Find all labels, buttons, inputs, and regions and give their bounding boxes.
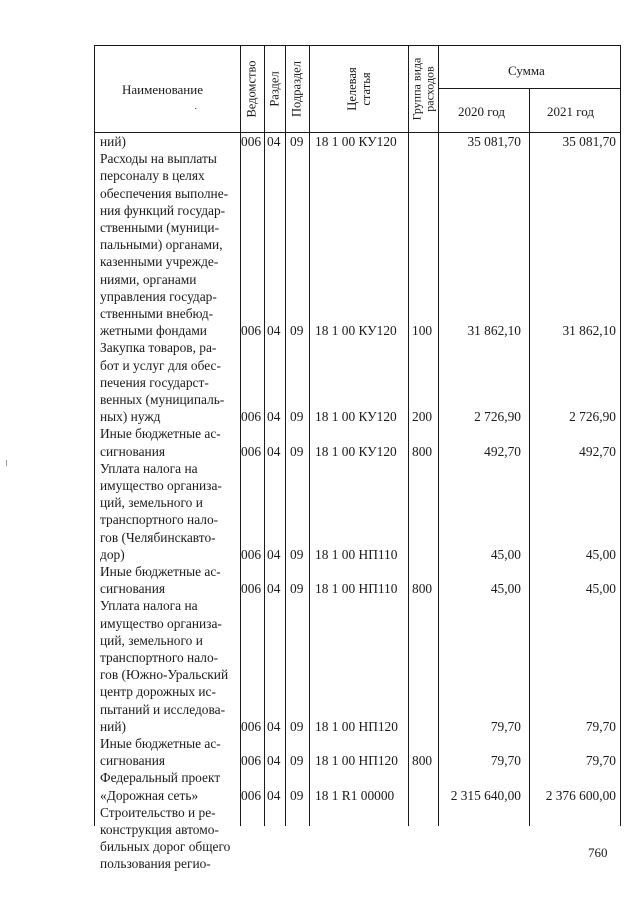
row-name-line: персоналу в целях xyxy=(100,168,205,184)
row-podrazdel: 09 xyxy=(290,581,304,597)
row-razdel: 04 xyxy=(267,753,281,769)
table-row xyxy=(94,597,618,735)
row-vedomstvo: 006 xyxy=(241,546,262,562)
table-row xyxy=(94,735,618,769)
row-podrazdel: 09 xyxy=(290,323,304,339)
row-name-line: транспортного нало- xyxy=(100,650,219,665)
header-name-cell xyxy=(94,45,240,132)
header-podrazdel: Подраздел xyxy=(289,60,304,117)
row-name-line: ния функций государ- xyxy=(100,202,226,218)
row-name-line: имущество организа- xyxy=(100,478,222,493)
row-name-line: Федеральный проект xyxy=(100,770,221,786)
row-name-line: Уплата налога на xyxy=(100,460,198,476)
row-celevaya: 18 1 00 КУ120 xyxy=(315,323,397,339)
row-name xyxy=(100,563,238,597)
row-name-line: ственными (муници- xyxy=(100,220,220,235)
row-name-line: пальными) органами, xyxy=(100,237,223,253)
row-name-line: Закупка товаров, ра- xyxy=(100,340,217,356)
row-name xyxy=(100,150,238,339)
row-celevaya: 18 1 R1 00000 xyxy=(315,787,395,803)
row-celevaya: 18 1 00 КУ120 xyxy=(315,134,397,149)
row-vedomstvo: 006 xyxy=(241,787,262,803)
row-sum-2020: 31 862,10 xyxy=(467,323,521,339)
row-podrazdel: 09 xyxy=(290,443,304,459)
row-name xyxy=(100,769,238,803)
header-podrazdel-cell xyxy=(285,45,309,132)
row-vedomstvo: 006 xyxy=(241,323,262,339)
row-name-line: управления государ- xyxy=(100,288,217,304)
row-name-line: обеспечения выполне- xyxy=(100,185,229,201)
row-sum-2021: 45,00 xyxy=(585,581,616,597)
row-name-line: транспортного нало- xyxy=(100,512,219,528)
row-name-line: Иные бюджетные ас- xyxy=(100,564,221,579)
row-vedomstvo: 006 xyxy=(241,718,262,734)
row-name-line: сигнования xyxy=(100,443,166,459)
row-name-line: гов (Челябинскавто- xyxy=(100,529,216,545)
row-name xyxy=(100,425,238,459)
row-sum-2020: 35 081,70 xyxy=(467,134,521,149)
table-row xyxy=(94,150,618,339)
row-name-line: ний) xyxy=(100,718,126,734)
row-name-line: гов (Южно-Уральский xyxy=(100,667,229,683)
row-vedomstvo: 006 xyxy=(241,581,262,597)
header-celevaya: Целевая статья xyxy=(344,66,373,111)
header-gruppa-cell xyxy=(408,45,438,132)
row-sum-2020: 45,00 xyxy=(490,546,521,562)
row-razdel: 04 xyxy=(267,718,281,734)
row-sum-2021: 79,70 xyxy=(585,718,616,734)
row-sum-2021: 492,70 xyxy=(579,443,616,459)
row-sum-2021: 2 726,90 xyxy=(569,409,616,425)
row-podrazdel: 09 xyxy=(290,409,304,425)
row-name xyxy=(100,804,238,873)
row-sum-2021: 2 376 600,00 xyxy=(545,787,616,803)
row-name-line: жетными фондами xyxy=(100,323,207,339)
row-sum-2020: 2 315 640,00 xyxy=(450,787,521,803)
row-name-line: бильных дорог общего xyxy=(100,839,231,855)
row-sum-2020: 45,00 xyxy=(490,581,521,597)
row-name-line: ций, земельного и xyxy=(100,632,203,648)
row-podrazdel: 09 xyxy=(290,718,304,734)
row-razdel: 04 xyxy=(267,323,281,339)
row-razdel: 04 xyxy=(267,581,281,597)
header-razdel: Раздел xyxy=(267,70,281,107)
row-name-line: пользования регио- xyxy=(100,856,211,872)
row-name-line: Уплата налога на xyxy=(100,598,198,614)
row-name-line: «Дорожная сеть» xyxy=(100,787,199,803)
row-name-line: конструкция автомо- xyxy=(100,822,219,837)
row-gruppa: 800 xyxy=(412,443,433,459)
row-name-line: ций, земельного и xyxy=(100,495,203,511)
row-name-line: бот и услуг для обес- xyxy=(100,357,221,373)
row-name xyxy=(100,597,238,735)
row-name-line: Иные бюджетные ас- xyxy=(100,426,221,442)
row-sum-2020: 492,70 xyxy=(484,443,521,459)
header-vedomstvo-cell xyxy=(240,45,264,132)
margin-mark xyxy=(6,460,7,466)
header-summa: Сумма xyxy=(508,63,545,78)
row-vedomstvo: 006 xyxy=(241,753,262,769)
row-podrazdel: 09 xyxy=(290,753,304,769)
row-name-line: имущество организа- xyxy=(100,615,222,631)
row-name-line: ний) xyxy=(100,134,126,149)
row-name-line: центр дорожных ис- xyxy=(100,684,216,700)
table-row xyxy=(94,804,618,873)
header-year-2021: 2021 год xyxy=(547,104,594,119)
table-row xyxy=(94,563,618,597)
header-dot: ˙ xyxy=(194,107,198,118)
row-sum-2021: 35 081,70 xyxy=(562,134,616,149)
row-celevaya: 18 1 00 НП110 xyxy=(315,546,398,562)
row-celevaya: 18 1 00 НП120 xyxy=(315,753,398,769)
row-name-line: Строительство и ре- xyxy=(100,804,216,820)
row-vedomstvo: 006 xyxy=(241,134,262,149)
row-razdel: 04 xyxy=(267,134,281,149)
row-name-line: сигнования xyxy=(100,753,166,769)
row-name xyxy=(100,460,238,563)
row-gruppa: 800 xyxy=(412,581,433,597)
row-name xyxy=(100,735,238,769)
row-celevaya: 18 1 00 НП110 xyxy=(315,581,398,597)
row-gruppa: 100 xyxy=(412,323,433,339)
row-name xyxy=(100,133,238,150)
row-name-line: сигнования xyxy=(100,581,166,597)
header-vedomstvo: Ведомство xyxy=(244,59,259,118)
table-row xyxy=(94,460,618,563)
row-name-line: дор) xyxy=(100,546,125,562)
header-name: Наименование xyxy=(122,82,203,97)
row-name-line: ниями, органами xyxy=(100,271,197,287)
table-row xyxy=(94,425,618,459)
header-celevaya-cell xyxy=(309,45,408,132)
row-name-line: казенными учрежде- xyxy=(100,254,219,270)
row-sum-2020: 79,70 xyxy=(490,718,521,734)
row-sum-2021: 31 862,10 xyxy=(562,323,616,339)
table-top-border xyxy=(94,45,620,46)
row-vedomstvo: 006 xyxy=(241,409,262,425)
col-border-8 xyxy=(620,45,621,826)
row-sum-2021: 45,00 xyxy=(585,546,616,562)
row-name-line: печения государст- xyxy=(100,374,209,390)
row-sum-2021: 79,70 xyxy=(585,753,616,769)
row-name-line: ственными внебюд- xyxy=(100,306,214,322)
table-row xyxy=(94,339,618,425)
header-year-2020: 2020 год xyxy=(458,104,505,119)
row-sum-2020: 79,70 xyxy=(490,753,521,769)
row-razdel: 04 xyxy=(267,443,281,459)
row-name-line: Расходы на выплаты xyxy=(100,151,217,167)
table-row xyxy=(94,133,618,150)
page-number: 760 xyxy=(588,845,608,860)
row-celevaya: 18 1 00 КУ120 xyxy=(315,409,397,425)
row-name-line: ных) нужд xyxy=(100,409,161,425)
row-razdel: 04 xyxy=(267,409,281,425)
row-podrazdel: 09 xyxy=(290,787,304,803)
row-celevaya: 18 1 00 НП120 xyxy=(315,718,398,734)
table-row xyxy=(94,769,618,803)
row-name-line: венных (муниципаль- xyxy=(100,392,225,407)
header-gruppa: Группа вида расходов xyxy=(409,57,436,120)
row-name xyxy=(100,339,238,425)
row-gruppa: 800 xyxy=(412,753,433,769)
row-sum-2020: 2 726,90 xyxy=(474,409,521,425)
row-gruppa: 200 xyxy=(412,409,433,425)
row-razdel: 04 xyxy=(267,546,281,562)
row-razdel: 04 xyxy=(267,787,281,803)
row-podrazdel: 09 xyxy=(290,546,304,562)
row-name-line: пытаний и исследова- xyxy=(100,701,226,717)
row-vedomstvo: 006 xyxy=(241,443,262,459)
row-celevaya: 18 1 00 КУ120 xyxy=(315,443,397,459)
row-podrazdel: 09 xyxy=(290,134,304,149)
row-name-line: Иные бюджетные ас- xyxy=(100,736,221,751)
header-razdel-cell xyxy=(264,45,285,132)
